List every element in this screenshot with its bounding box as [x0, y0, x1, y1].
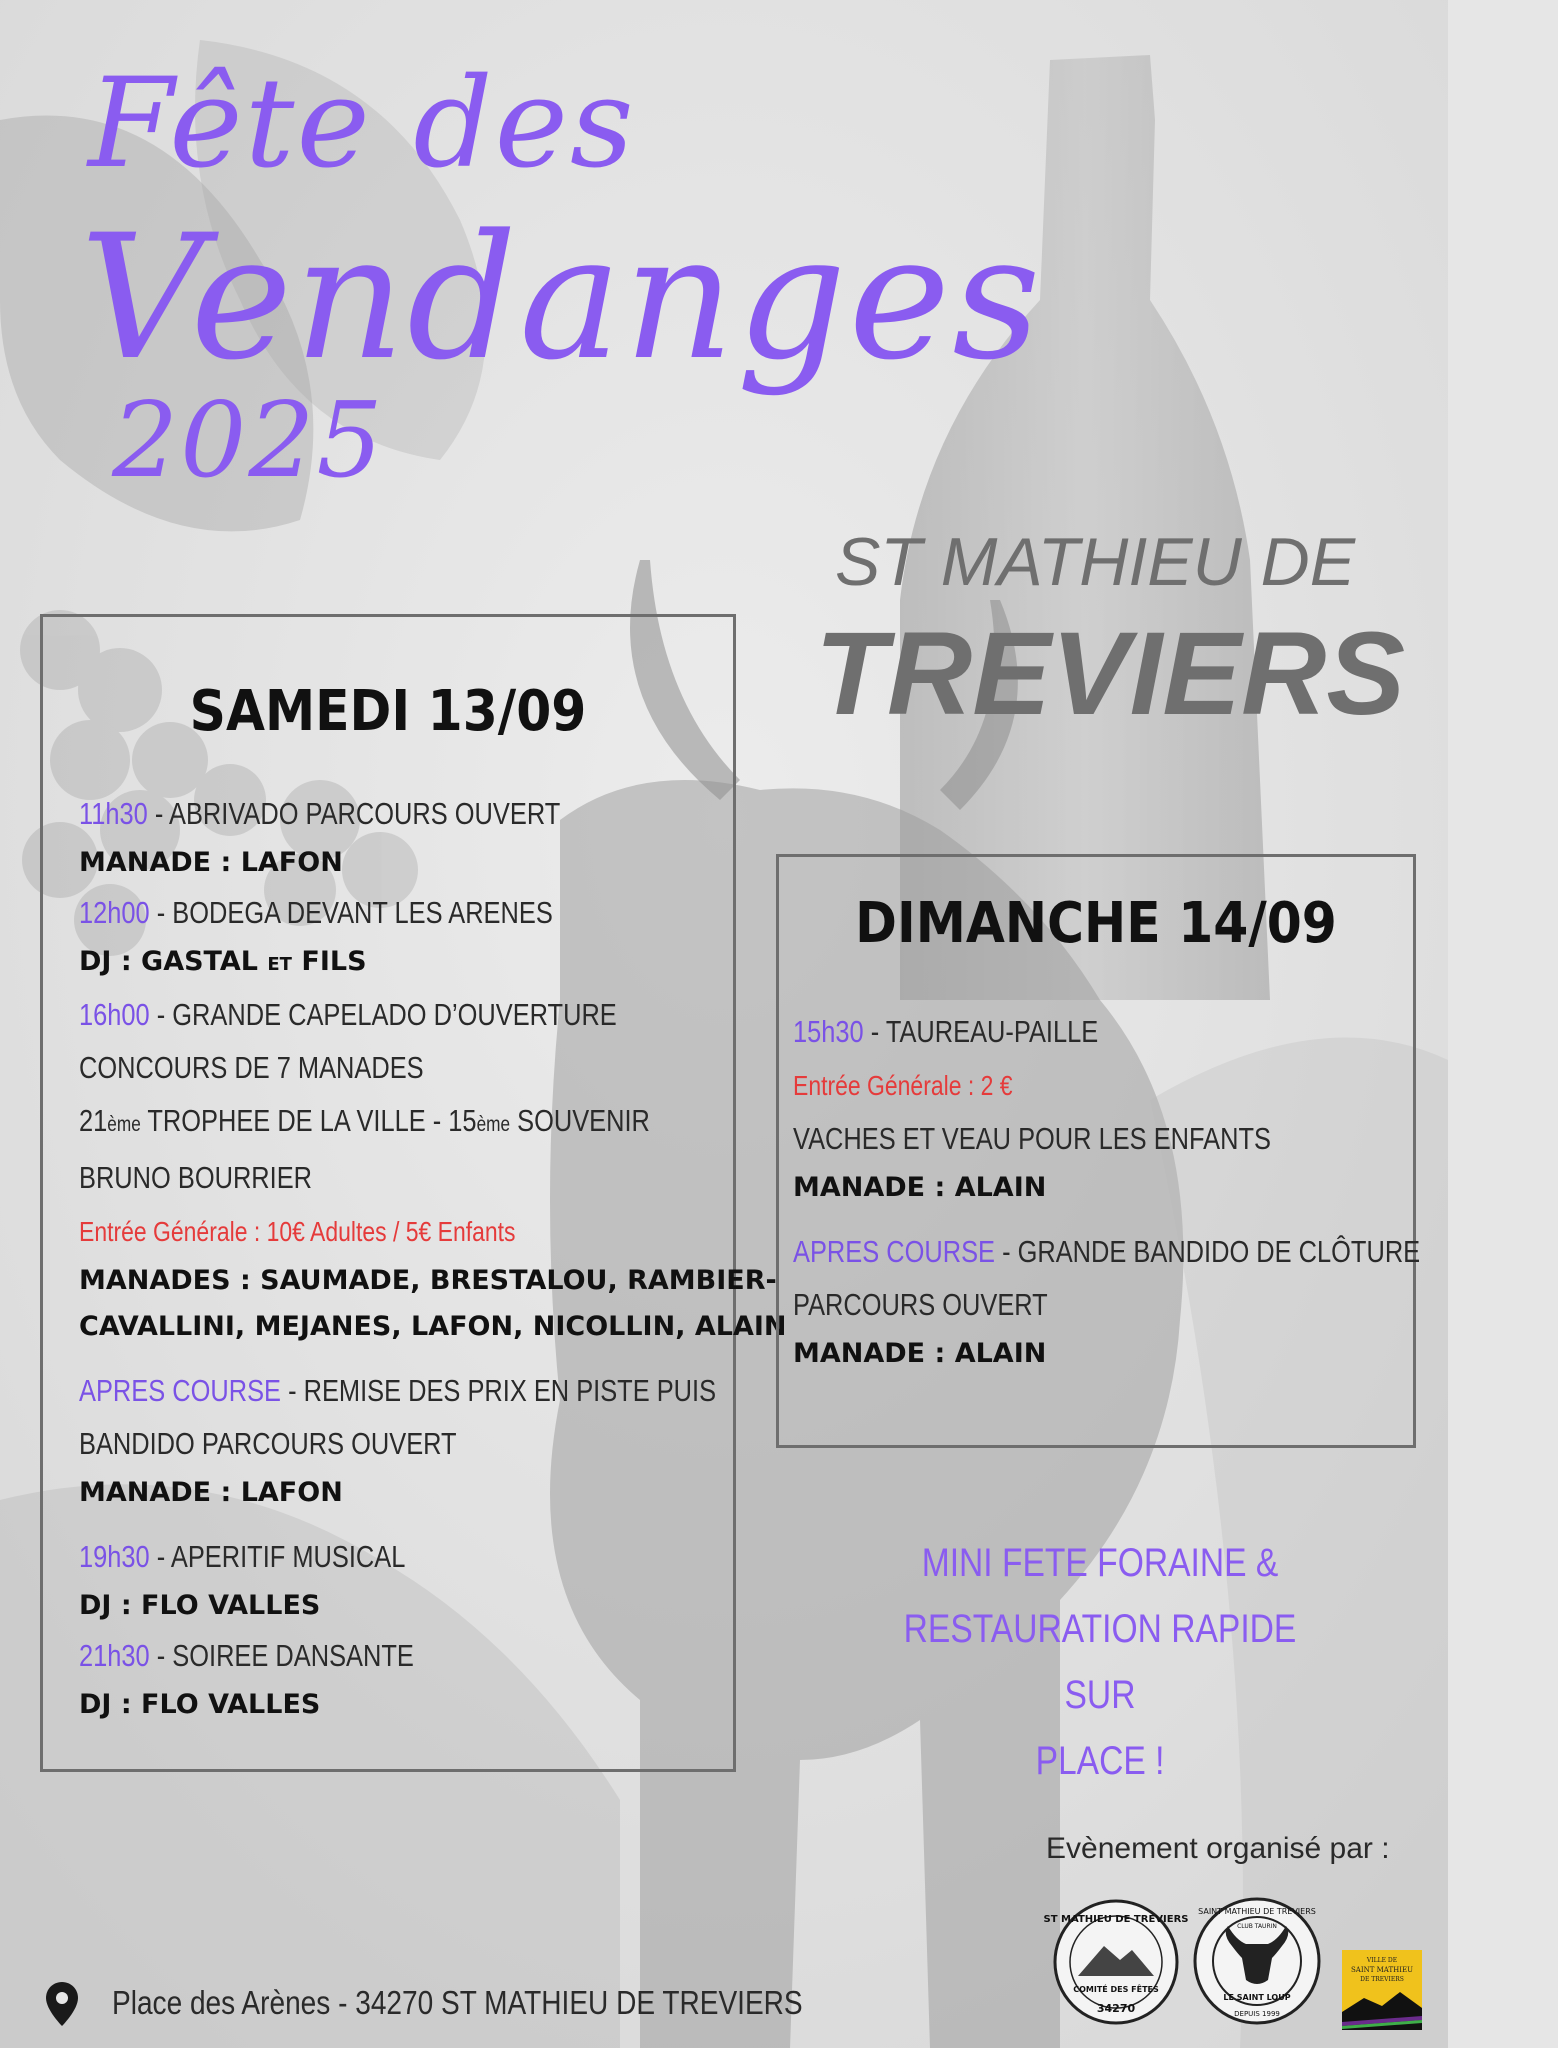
svg-text:SAINT MATHIEU: SAINT MATHIEU: [1350, 1966, 1414, 1974]
event-line: 16h00 - GRANDE CAPELADO D’OUVERTURE: [79, 997, 617, 1032]
svg-text:CLUB TAURIN: CLUB TAURIN: [1237, 1923, 1277, 1930]
event-line: 21h30 - SOIREE DANSANTE: [79, 1638, 414, 1673]
svg-text:VILLE DE: VILLE DE: [1366, 1957, 1398, 1964]
svg-text:34270: 34270: [1096, 2002, 1136, 2015]
location-pin-icon: [46, 1982, 78, 2026]
event-line: 21ème TROPHEE DE LA VILLE - 15ème SOUVENIR: [79, 1103, 650, 1138]
event-time: APRES COURSE: [79, 1373, 282, 1408]
svg-text:ST MATHIEU DE TREVIERS: ST MATHIEU DE TREVIERS: [1043, 1914, 1189, 1925]
event-dj: DJ : FLO VALLES: [79, 1689, 321, 1720]
event-price: Entrée Générale : 2 €: [793, 1070, 1013, 1101]
saturday-heading: SAMEDI 13/09: [189, 679, 587, 744]
event-line: PARCOURS OUVERT: [793, 1287, 1048, 1322]
event-line: CONCOURS DE 7 MANADES: [79, 1050, 424, 1085]
extra-info: MINI FETE FORAINE & RESTAURATION RAPIDE SUR PLACE !: [903, 1541, 1297, 1783]
event-dj: DJ : GASTAL ET FILS: [79, 946, 367, 977]
event-manades: MANADES : SAUMADE, BRESTALOU, RAMBIER-: [79, 1265, 777, 1296]
event-time: 11h30: [79, 796, 148, 831]
event-line: VACHES ET VEAU POUR LES ENFANTS: [793, 1121, 1271, 1156]
event-manade: MANADE : LAFON: [79, 847, 343, 878]
title-line-1: Fête des: [88, 52, 636, 196]
event-manades: CAVALLINI, MEJANES, LAFON, NICOLLIN, ALAIN: [79, 1311, 787, 1342]
organizer-label: Evènement organisé par :: [1046, 1832, 1390, 1865]
event-line: 12h00 - BODEGA DEVANT LES ARENES: [79, 895, 553, 930]
event-time: 21h30: [79, 1638, 150, 1673]
event-price: Entrée Générale : 10€ Adultes / 5€ Enfants: [79, 1216, 516, 1247]
comite-des-fetes-logo: [1043, 1898, 1189, 2026]
event-dj: DJ : FLO VALLES: [79, 1590, 321, 1621]
event-line: 15h30 - TAUREAU-PAILLE: [793, 1014, 1099, 1049]
club-taurin-logo: [1192, 1896, 1322, 2026]
ville-logo: [1342, 1950, 1422, 2030]
event-line: 11h30 - ABRIVADO PARCOURS OUVERT: [79, 796, 561, 831]
svg-text:DEPUIS 1999: DEPUIS 1999: [1234, 2010, 1280, 2018]
event-manade: MANADE : ALAIN: [793, 1172, 1047, 1203]
event-time: 15h30: [793, 1014, 864, 1049]
saturday-events: [79, 787, 787, 1728]
sunday-program-box: [776, 854, 1421, 1448]
event-time: 19h30: [79, 1539, 150, 1574]
svg-text:DE TREVIERS: DE TREVIERS: [1360, 1976, 1404, 1983]
svg-text:SAINT MATHIEU DE TREVIERS: SAINT MATHIEU DE TREVIERS: [1198, 1907, 1316, 1916]
event-time: 12h00: [79, 895, 150, 930]
event-line: 19h30 - APERITIF MUSICAL: [79, 1539, 406, 1574]
event-time: APRES COURSE: [793, 1234, 996, 1269]
title-line-2: Vendanges: [80, 197, 1043, 398]
event-line: APRES COURSE - GRANDE BANDIDO DE CLÔTURE: [793, 1234, 1421, 1269]
town-line-2: TREVIERS: [814, 608, 1406, 740]
town-line-1: ST MATHIEU DE: [834, 524, 1356, 600]
event-line: APRES COURSE - REMISE DES PRIX EN PISTE PUIS: [79, 1373, 717, 1408]
event-time: 16h00: [79, 997, 150, 1032]
event-line: BANDIDO PARCOURS OUVERT: [79, 1426, 457, 1461]
sunday-events: [793, 1005, 1421, 1377]
event-address: Place des Arènes - 34270 ST MATHIEU DE TREVIERS: [112, 1984, 803, 2021]
event-manade: MANADE : LAFON: [79, 1477, 343, 1508]
event-manade: MANADE : ALAIN: [793, 1338, 1047, 1369]
saturday-program-box: [40, 614, 787, 1772]
event-line: BRUNO BOURRIER: [79, 1160, 313, 1195]
title-year: 2025: [112, 379, 385, 501]
svg-text:LE SAINT LOUP: LE SAINT LOUP: [1223, 1993, 1291, 2002]
svg-text:COMITÉ DES FÊTES: COMITÉ DES FÊTES: [1073, 1985, 1159, 1994]
sunday-heading: DIMANCHE 14/09: [855, 891, 1337, 956]
